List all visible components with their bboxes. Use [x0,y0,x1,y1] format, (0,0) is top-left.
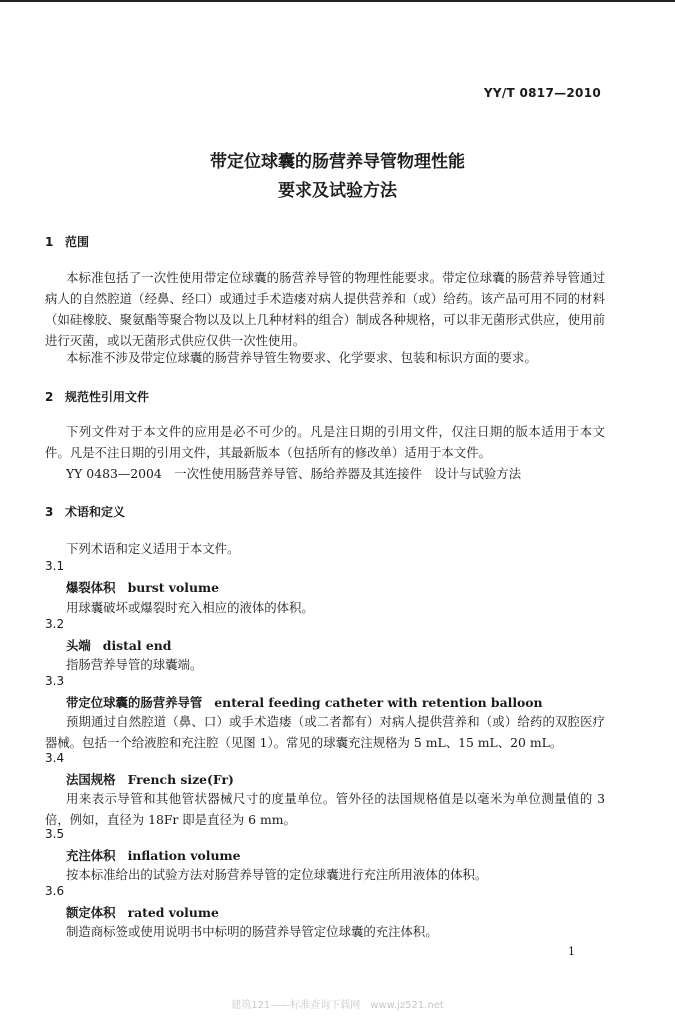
term-en: enteral feeding catheter with retention balloon [214,695,543,710]
term-zh: 爆裂体积 [66,580,116,595]
section-2-heading [45,388,149,405]
term-definition: 指肠营养导管的球囊端。 [66,657,203,672]
section-3-title: 术语和定义 [65,505,126,519]
term-zh: 额定体积 [66,905,116,920]
term-en: inflation volume [127,848,241,863]
section-1-heading [45,233,89,250]
term-definition: 用来表示导管和其他管状器械尺寸的度量单位。管外径的法国规格值是以毫米为单位测量值的 3 倍，例如，直径为 18Fr 即是直径为 6 mm。 [45,791,605,827]
normative-reference: YY 0483—2004 一次性使用肠营养导管、肠给养器及其连接件 设计与试验方法 [66,466,522,481]
document-title-line-1: 带定位球囊的肠营养导管物理性能 [210,152,465,172]
section-2-title: 规范性引用文件 [65,390,150,404]
section-1-paragraph-1: 本标准包括了一次性使用带定位球囊的肠营养导管的物理性能要求。带定位球囊的肠营养导管通过病人的自然腔道（经鼻、经口）或通过手术造瘘对病人提供营养和（或）给药。该产品可用不同的材料（如硅橡胶、聚氨酯等聚合物以及以上几种材料的组合）制成各种规格，可以非无菌形式供应，使用前进行灭菌，或以无菌形式供应仅供一次性使用。 [45,270,605,348]
page-number: 1 [568,945,575,958]
term-number: 3.2 [45,617,65,631]
term-heading [66,693,543,711]
section-3-intro: 下列术语和定义适用于本文件。 [66,541,240,556]
term-zh: 充注体积 [66,848,116,863]
top-border-line [0,0,675,2]
section-1-paragraph-2: 本标准不涉及带定位球囊的肠营养导管生物要求、化学要求、包装和标识方面的要求。 [66,350,537,365]
section-3-number: 3 [45,505,54,519]
term-zh: 带定位球囊的肠营养导管 [66,695,203,710]
term-definition: 制造商标签或使用说明书中标明的肠营养导管定位球囊的充注体积。 [66,924,438,939]
term-heading [66,903,219,921]
term-en: distal end [102,638,172,653]
term-definition: 预期通过自然腔道（鼻、口）或手术造瘘（或二者都有）对病人提供营养和（或）给药的双腔医疗器械。包括一个给液腔和充注腔（见图 1）。常见的球囊充注规格为 5 mL、15 mL、20 mL。 [45,714,605,750]
term-definition: 按本标准给出的试验方法对肠营养导管的定位球囊进行充注所用液体的体积。 [66,867,488,882]
section-3-heading [45,503,125,520]
term-heading [66,770,234,788]
section-2-paragraph-1: 下列文件对于本文件的应用是必不可少的。凡是注日期的引用文件，仅注日期的版本适用于本文件。凡是不注日期的引用文件，其最新版本（包括所有的修改单）适用于本文件。 [45,424,605,460]
section-1-title: 范围 [65,235,90,249]
term-number: 3.4 [45,751,65,765]
term-number: 3.5 [45,827,65,841]
term-en: French size(Fr) [127,772,234,787]
term-en: burst volume [127,580,219,595]
term-zh: 头端 [66,638,91,653]
term-number: 3.3 [45,674,65,688]
term-zh: 法国规格 [66,772,116,787]
section-2-number: 2 [45,390,54,404]
term-en: rated volume [127,905,219,920]
term-heading [66,636,171,654]
footer-watermark: 建筑121——标准查询下载网 www.jz521.net [231,1000,444,1011]
term-number: 3.6 [45,884,65,898]
standard-number: YY/T 0817—2010 [483,86,601,100]
term-heading [66,846,241,864]
term-definition: 用球囊破坏或爆裂时充入相应的液体的体积。 [66,600,314,615]
term-heading [66,578,219,596]
term-number: 3.1 [45,559,65,573]
section-1-number: 1 [45,235,54,249]
document-title-line-2: 要求及试验方法 [278,181,397,201]
